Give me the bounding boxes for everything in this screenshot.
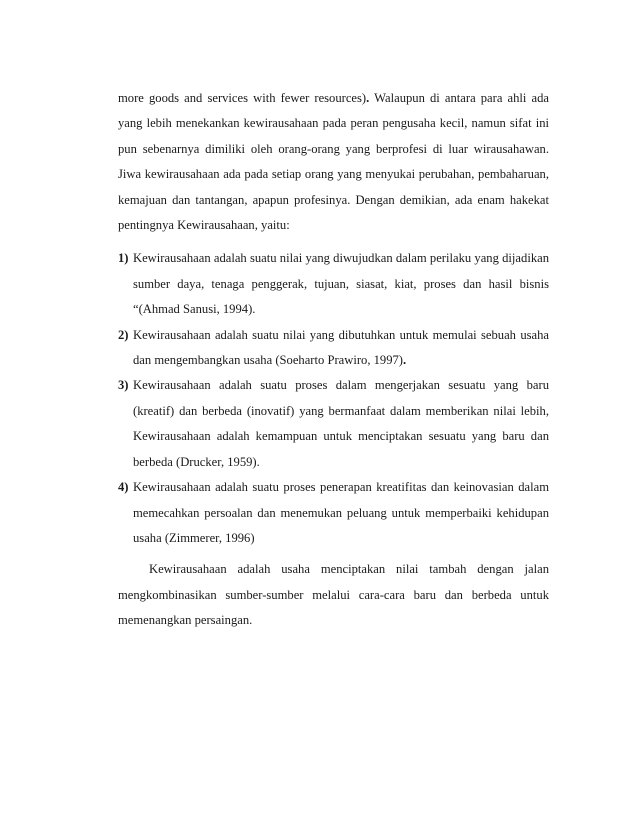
closing-paragraph: Kewirausahaan adalah usaha menciptakan nilai tambah dengan jalan mengkombinasikan sumber-sumber melalui cara-cara baru dan berbeda untuk memenangkan persaingan. [118, 562, 549, 628]
page-body [118, 86, 549, 634]
list-item-text: Kewirausahaan adalah suatu proses dalam mengerjakan sesuatu yang baru (kreatif) dan berbeda (inovatif) yang bermanfaat dalam memberikan nilai lebih, Kewirausahaan adalah kemampuan untuk menciptakan sesuatu yang baru dan berbeda (Drucker, 1959). [133, 378, 549, 469]
list-item [118, 373, 549, 475]
hakekat-list [118, 246, 549, 551]
list-item-text-period: . [403, 353, 407, 368]
list-item-number: 4) [118, 480, 129, 495]
list-item [118, 246, 549, 322]
intro-paragraph [118, 86, 549, 238]
list-item-number: 3) [118, 378, 129, 393]
list-item [118, 323, 549, 374]
list-item-text: Kewirausahaan adalah suatu nilai yang dibutuhkan untuk memulai sebuah usaha dan mengembangkan usaha (Soeharto Prawiro, 1997) [133, 327, 549, 368]
list-item-text: Kewirausahaan adalah suatu nilai yang diwujudkan dalam perilaku yang dijadikan sumber daya, tenaga penggerak, tujuan, siasat, kiat, proses dan hasil bisnis “(Ahmad Sanusi, 1994). [133, 251, 549, 317]
intro-text-part2: Walaupun di antara para ahli ada yang lebih menekankan kewirausahaan pada peran pengusaha kecil, namun sifat ini pun sebenarnya dimiliki oleh orang-orang yang berprofesi di luar wirausahawan. Jiwa kewirausahaan ada pada setiap orang yang menyukai perubahan, pembaharuan, kemajuan dan tantangan, apapun profesinya. Dengan demikian, ada enam hakekat pentingnya Kewirausahaan, yaitu: [118, 91, 549, 233]
list-item-text: Kewirausahaan adalah suatu proses penerapan kreatifitas dan keinovasian dalam memecahkan persoalan dan menemukan peluang untuk memperbaiki kehidupan usaha (Zimmerer, 1996) [133, 480, 549, 545]
list-item-number: 2) [118, 327, 129, 342]
intro-text-part1: more goods and services with fewer resources) [118, 91, 367, 105]
list-item [118, 475, 549, 551]
intro-text-period: . [366, 91, 370, 105]
list-item-number: 1) [118, 251, 129, 266]
